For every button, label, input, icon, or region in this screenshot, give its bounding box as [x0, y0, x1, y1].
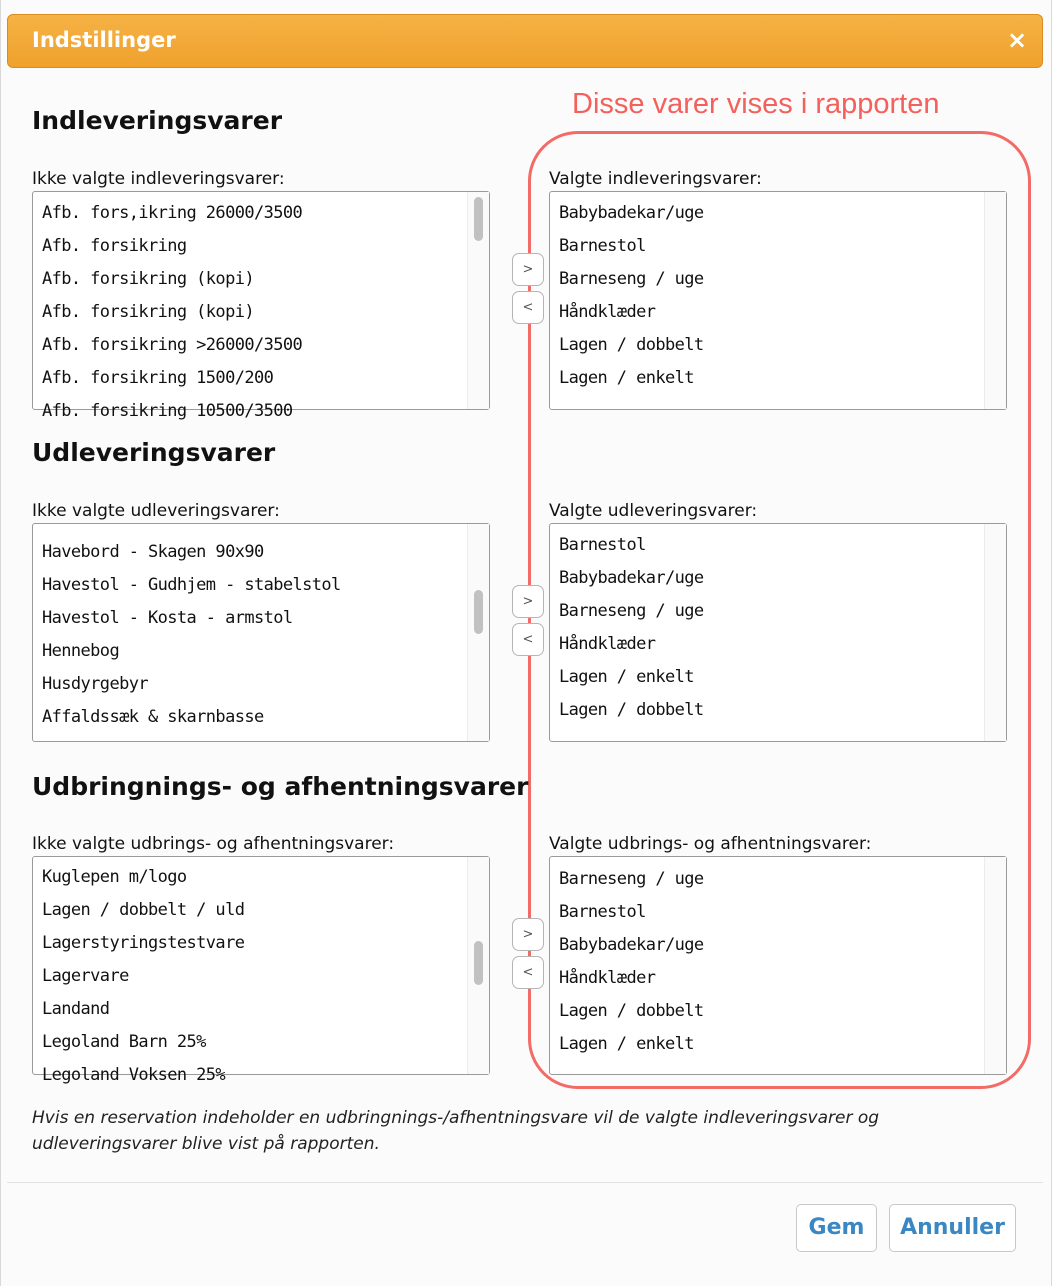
available-list-udbringning[interactable]: [32, 856, 490, 1085]
list-item[interactable]: Kuglepen m/logo: [42, 867, 187, 887]
divider: [7, 1182, 1043, 1183]
list-item[interactable]: Lagen / enkelt: [559, 1034, 694, 1054]
list-item[interactable]: Affaldssæk & skarnbasse: [42, 707, 264, 727]
move-right-button[interactable]: >: [512, 253, 544, 286]
list-item[interactable]: Håndklæder: [559, 968, 656, 988]
section-title-udbringning: Udbringnings- og afhentningsvarer: [32, 772, 529, 801]
move-left-button[interactable]: <: [512, 956, 544, 989]
list-item[interactable]: Landand: [42, 999, 110, 1019]
annotation-label: Disse varer vises i rapporten: [572, 88, 940, 120]
list-item[interactable]: Afb. forsikring: [42, 236, 187, 256]
selected-list-udlevering[interactable]: [549, 523, 1007, 742]
list-item[interactable]: Håndklæder: [559, 634, 656, 654]
list-item[interactable]: Husdyrgebyr: [42, 674, 148, 694]
dialog-title: Indstillinger: [32, 28, 176, 52]
scrollbar[interactable]: [467, 857, 489, 1074]
selected-label-udlevering: Valgte udleveringsvarer:: [549, 501, 758, 521]
list-item[interactable]: Havestol - Kosta - armstol: [42, 608, 293, 628]
scrollbar[interactable]: [984, 192, 1006, 409]
list-item[interactable]: Afb. fors,ikring 26000/3500: [42, 203, 303, 223]
list-item[interactable]: Havestol - Gudhjem - stabelstol: [42, 575, 341, 595]
list-item[interactable]: Lagen / dobbelt: [559, 335, 704, 355]
scrollbar[interactable]: [467, 524, 489, 741]
scrollbar[interactable]: [984, 524, 1006, 741]
list-item[interactable]: Legoland Voksen 25%: [42, 1065, 226, 1085]
list-item[interactable]: Hennebog: [42, 641, 120, 661]
list-item[interactable]: Havebord - Skagen 90x90: [42, 542, 264, 562]
list-item[interactable]: Barnestol: [559, 535, 646, 555]
list-item[interactable]: Babybadekar/uge: [559, 568, 704, 588]
list-item[interactable]: Afb. forsikring 1500/200: [42, 368, 274, 388]
list-item[interactable]: Afb. forsikring 10500/3500: [42, 401, 293, 421]
list-item[interactable]: Håndklæder: [559, 302, 656, 322]
list-item[interactable]: Barneseng / uge: [559, 269, 704, 289]
list-item[interactable]: Afb. forsikring (kopi): [42, 269, 254, 289]
move-right-button[interactable]: >: [512, 585, 544, 618]
section-title-udlevering: Udleveringsvarer: [32, 438, 276, 467]
section-title-indlevering: Indleveringsvarer: [32, 106, 283, 135]
scrollbar[interactable]: [984, 857, 1006, 1074]
list-item[interactable]: Barnestol: [559, 236, 646, 256]
selected-label-udbringning: Valgte udbrings- og afhentningsvarer:: [549, 834, 872, 854]
save-button[interactable]: Gem: [796, 1204, 877, 1252]
list-item[interactable]: Barneseng / uge: [559, 869, 704, 889]
list-item[interactable]: Babybadekar/uge: [559, 203, 704, 223]
available-label-indlevering: Ikke valgte indleveringsvarer:: [32, 169, 285, 189]
cancel-button[interactable]: Annuller: [889, 1204, 1016, 1252]
close-icon[interactable]: ×: [1006, 26, 1028, 54]
scrollbar-thumb[interactable]: [474, 590, 483, 634]
available-list-indlevering[interactable]: [32, 191, 490, 421]
list-item[interactable]: Lagen / enkelt: [559, 667, 694, 687]
list-item[interactable]: Afb. forsikring >26000/3500: [42, 335, 303, 355]
move-left-button[interactable]: <: [512, 623, 544, 656]
list-item[interactable]: Barneseng / uge: [559, 601, 704, 621]
selected-list-udbringning[interactable]: [549, 856, 1007, 1075]
list-item[interactable]: Lagerstyringstestvare: [42, 933, 245, 953]
selected-label-indlevering: Valgte indleveringsvarer:: [549, 169, 762, 189]
footnote: Hvis en reservation indeholder en udbringnings-/afhentningsvare vil de valgte indleveringsvarer og udleveringsvarer blive vist på rapporten.: [32, 1108, 880, 1154]
list-item[interactable]: Babybadekar/uge: [559, 935, 704, 955]
selected-list-indlevering[interactable]: [549, 191, 1007, 410]
move-right-button[interactable]: >: [512, 918, 544, 951]
move-left-button[interactable]: <: [512, 291, 544, 324]
scrollbar-thumb[interactable]: [474, 197, 483, 241]
list-item[interactable]: Lagen / dobbelt: [559, 1001, 704, 1021]
available-label-udbringning: Ikke valgte udbrings- og afhentningsvarer:: [32, 834, 395, 854]
list-item[interactable]: Lagen / enkelt: [559, 368, 694, 388]
scrollbar[interactable]: [467, 192, 489, 409]
list-item[interactable]: Afb. forsikring (kopi): [42, 302, 254, 322]
available-label-udlevering: Ikke valgte udleveringsvarer:: [32, 501, 280, 521]
list-item[interactable]: Barnestol: [559, 902, 646, 922]
list-item[interactable]: Lagen / dobbelt: [559, 700, 704, 720]
available-list-udlevering[interactable]: [32, 523, 490, 742]
list-item[interactable]: Lagen / dobbelt / uld: [42, 900, 245, 920]
list-item[interactable]: Lagervare: [42, 966, 129, 986]
dialog-titlebar: [7, 14, 1043, 68]
scrollbar-thumb[interactable]: [474, 941, 483, 985]
list-item[interactable]: Legoland Barn 25%: [42, 1032, 206, 1052]
